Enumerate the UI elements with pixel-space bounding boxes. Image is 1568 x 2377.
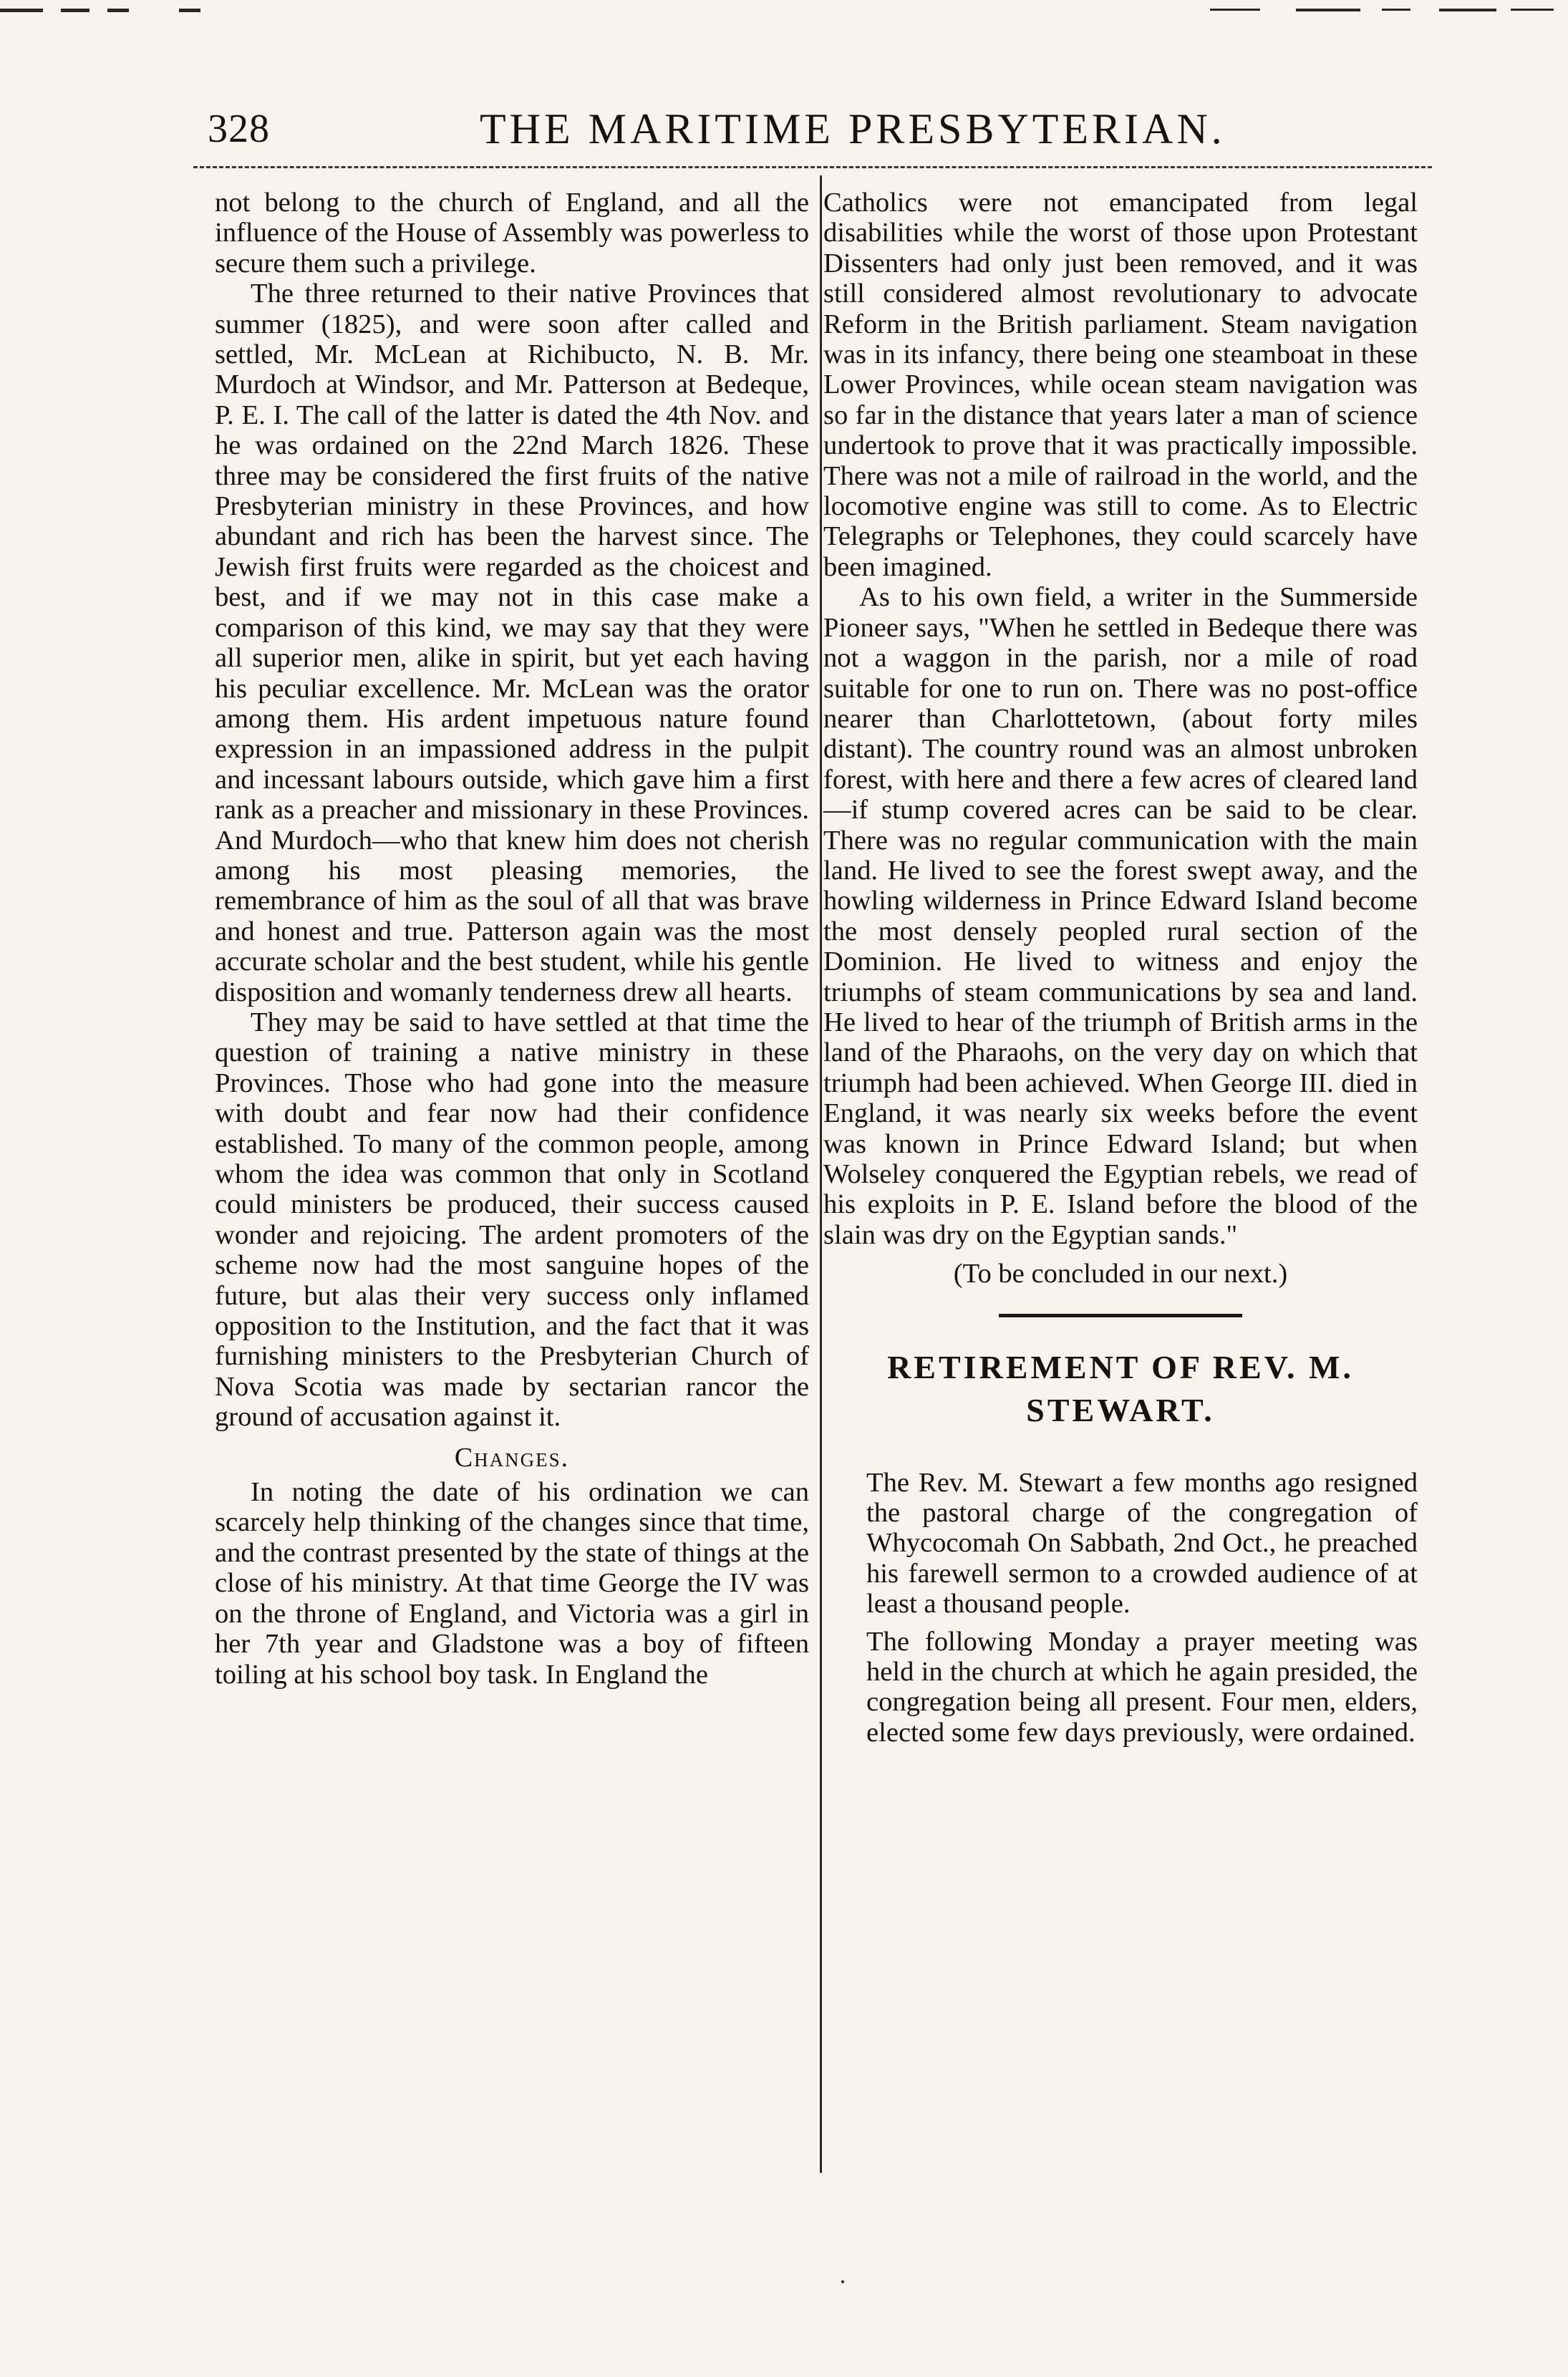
- paragraph: The following Monday a prayer meeting was held in the church at which he again presided, the congregation being all present. Four men, elders, elected some few days previously, were ordained.: [866, 1626, 1418, 1748]
- paragraph: The Rev. M. Stewart a few months ago resigned the pastoral charge of the congregation of Whycocomah On Sabbath, 2nd Oct., he preached his farewell sermon to a crowded audience of at least a thousand people.: [866, 1467, 1418, 1620]
- right-column: [823, 188, 1418, 1748]
- paragraph: They may be said to have settled at that time the question of training a native ministry in these Provinces. Those who had gone into the measure with doubt and fear now had their confidence established. To many of the common people, among whom the idea was common that only in Scotland could ministers be produced, their success caused wonder and rejoicing. The ardent promoters of the scheme now had the most sanguine hopes of the future, but alas their very success only inflamed opposition to the Institution, and the fact that it was furnishing ministers to the Presbyterian Church of Nova Scotia was made by sectarian rancor the ground of accusation against it.: [215, 1007, 809, 1433]
- paragraph: not belong to the church of England, and all the influence of the House of Assembly was powerless to secure them such a privilege.: [215, 188, 809, 279]
- column-divider: [820, 175, 822, 2173]
- scan-edge-marks: [0, 0, 1568, 29]
- paragraph: The three returned to their native Provinces that summer (1825), and were soon after called and settled, Mr. McLean at Richibucto, N. B. Mr. Murdoch at Windsor, and Mr. Patterson at Bedeque, P. E. I. The call of the latter is dated the 4th Nov. and he was ordained on the 22nd March 1826. These three may be considered the first fruits of the native Presbyterian ministry in these Provinces, and how abundant and rich has been the harvest since. The Jewish first fruits were regarded as the choicest and best, and if we may not in this case make a comparison of this kind, we may say that they were all superior men, alike in spirit, but yet each having his peculiar excellence. Mr. McLean was the orator among them. His ardent impetuous nature found expression in an impassioned address in the pulpit and incessant labours outside, which gave him a first rank as a preacher and missionary in these Provinces. And Murdoch—who that knew him does not cherish among his most pleasing memories, the remembrance of him as the soul of all that was brave and honest and true. Patterson again was the most accurate scholar and the best student, while his gentle disposition and womanly tenderness drew all hearts.: [215, 279, 809, 1007]
- page-header: [193, 86, 1410, 165]
- article-body: [823, 1468, 1418, 1748]
- running-title: THE MARITIME PRESBYTERIAN.: [480, 105, 1226, 153]
- page-number: 328: [208, 107, 270, 151]
- paragraph: In noting the date of his ordination we can scarcely help thinking of the changes since that time, and the contrast presented by the state of things at the close of his ministry. At that time George the IV was on the throne of England, and Victoria was a girl in her 7th year and Gladstone was a boy of fifteen toiling at his school boy task. In England the: [215, 1477, 809, 1690]
- section-heading: Changes.: [454, 1442, 570, 1473]
- paragraph: Catholics were not emancipated from legal disabilities while the worst of those upon Protestant Dissenters had only just been removed, and it was still considered almost revolutionary to advocate Reform in the British parliament. Steam navigation was in its infancy, there being one steamboat in these Lower Provinces, while ocean steam navigation was so far in the distance that years later a man of science undertook to prove that it was practically impossible. There was not a mile of railroad in the world, and the locomotive engine was still to come. As to Electric Telegraphs or Telephones, they could scarcely have been imagined.: [823, 188, 1418, 582]
- print-speck: [841, 2280, 844, 2283]
- header-rule: [193, 166, 1432, 168]
- paragraph: As to his own field, a writer in the Summerside Pioneer says, "When he settled in Bedeque there was not a waggon in the parish, nor a mile of road suitable for one to run on. There was no post-office nearer than Charlottetown, (about forty miles distant). The country round was an almost unbroken forest, with here and there a few acres of cleared land—if stump covered acres can be said to be clear. There was no regular communication with the main land. He lived to see the forest swept away, and the howling wilderness in Prince Edward Island become the most densely peopled rural section of the Dominion. He lived to witness and enjoy the triumphs of steam communications by sea and land. He lived to hear of the triumph of British arms in the land of the Pharaohs, on the very day on which that triumph had been achieved. When George III. died in England, it was nearly six weeks before the event was known in Prince Edward Island; but when Wolseley conquered the Egyptian rebels, we read of his exploits in P. E. Island before the blood of the slain was dry on the Egyptian sands.": [823, 582, 1418, 1250]
- continuation-note: (To be concluded in our next.): [953, 1259, 1288, 1289]
- left-column: [215, 188, 809, 1690]
- article-title: RETIREMENT OF REV. M. STEWART.: [887, 1348, 1354, 1428]
- section-rule: [999, 1314, 1242, 1317]
